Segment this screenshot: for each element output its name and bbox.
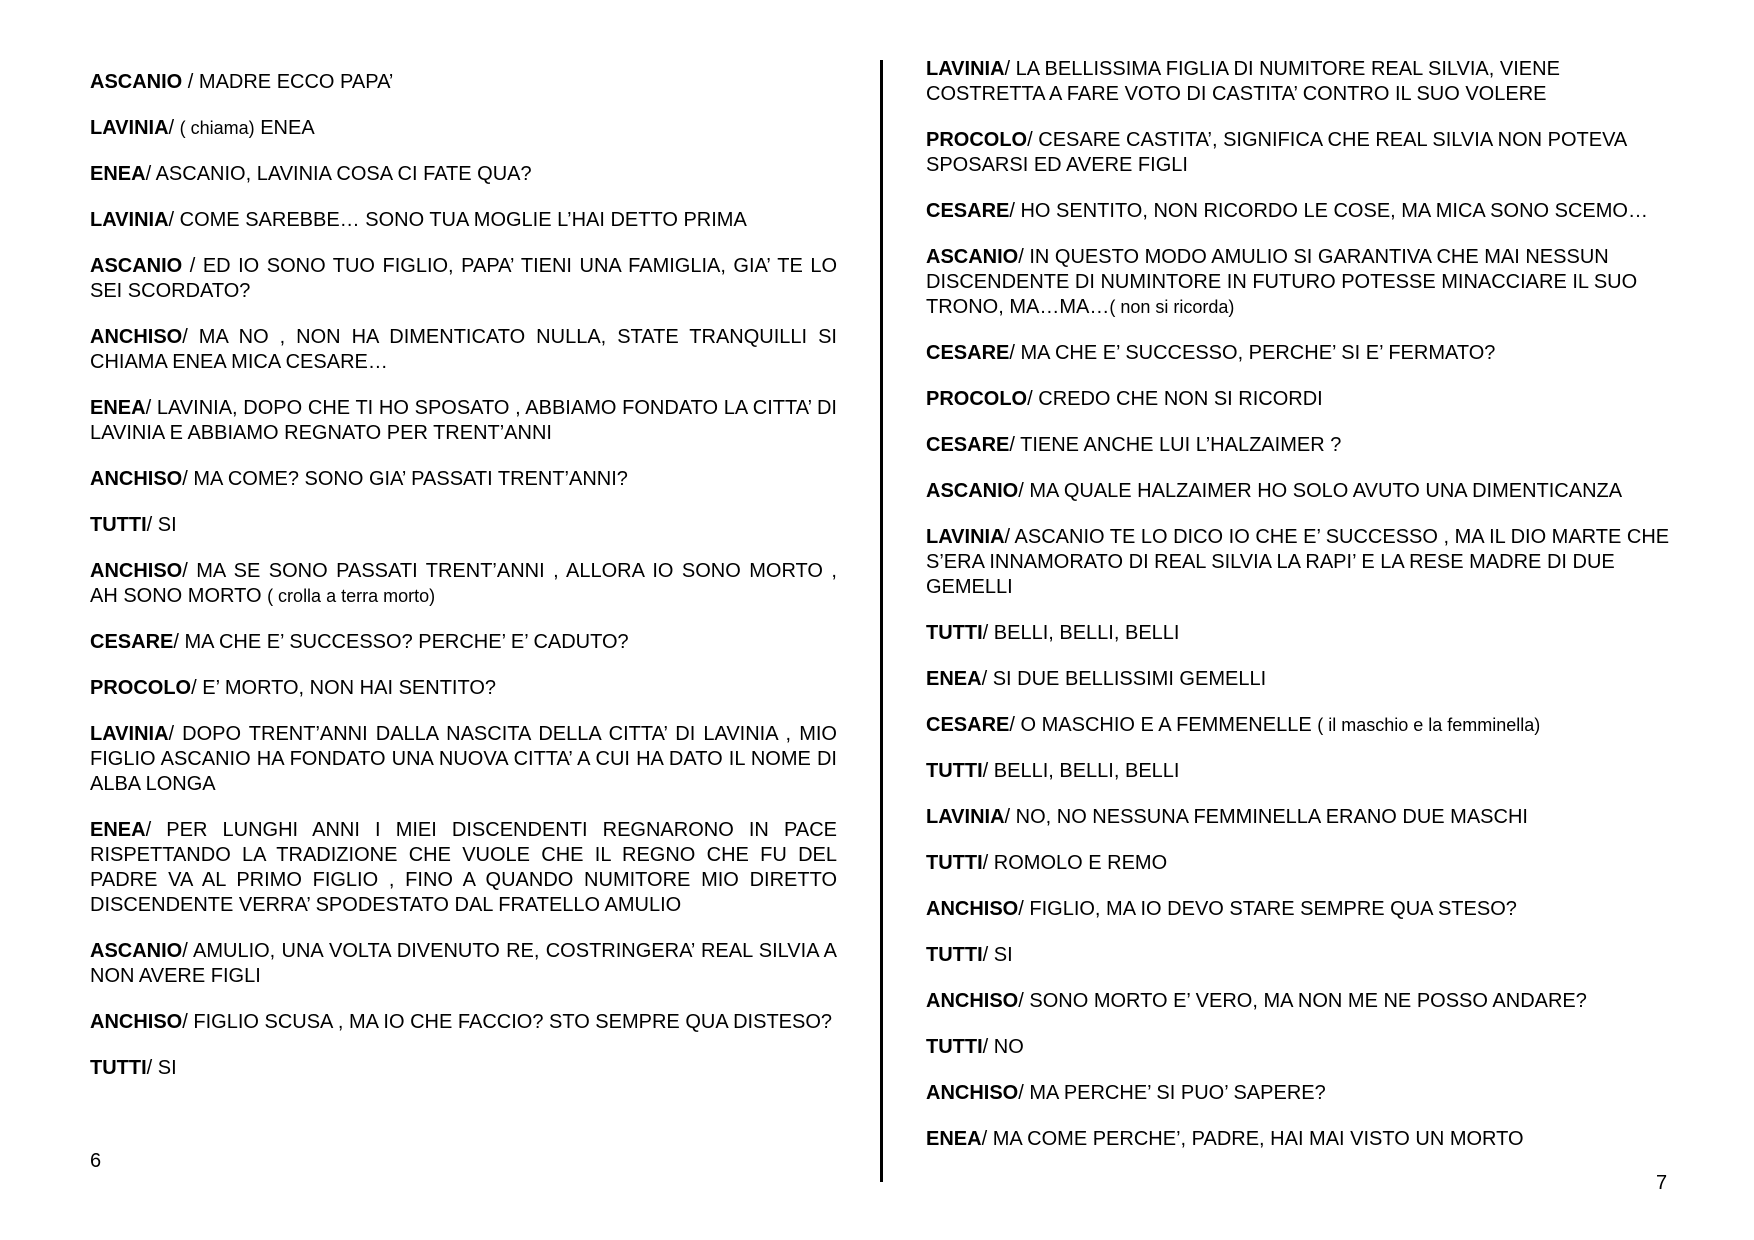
speaker-name: TUTTI — [926, 622, 983, 644]
dialogue-line — [90, 722, 837, 797]
speaker-separator: / — [982, 852, 994, 874]
stage-direction: ( non si ricorda) — [1109, 297, 1235, 317]
line-text: SI — [157, 1057, 177, 1079]
line-text: SI DUE BELLISSIMI GEMELLI — [992, 668, 1267, 690]
line-text: SI — [993, 944, 1013, 966]
speaker-name: ASCANIO — [90, 940, 183, 962]
dialogue-line — [926, 667, 1678, 692]
dialogue-line — [90, 254, 837, 304]
line-text: BELLI, BELLI, BELLI — [993, 622, 1180, 644]
line-text: ENEA — [254, 117, 315, 139]
dialogue-line — [926, 943, 1678, 968]
line-text: ASCANIO TE LO DICO IO CHE E’ SUCCESSO , MA IL DIO MARTE CHE S’ERA INNAMORATO DI REAL SILVIA LA RAPI’ E LA RESE MADRE DI DUE GEMELLI — [926, 526, 1670, 598]
speaker-name: ASCANIO — [90, 255, 183, 277]
speaker-name: TUTTI — [926, 1036, 983, 1058]
page-right — [877, 0, 1754, 1240]
speaker-name: ENEA — [926, 668, 982, 690]
speaker-separator: / — [1027, 388, 1039, 410]
speaker-separator: / — [145, 397, 157, 419]
speaker-separator: / — [982, 1036, 994, 1058]
line-text: MA CHE E’ SUCCESSO, PERCHE’ SI E’ FERMATO? — [1020, 342, 1496, 364]
stage-direction: ( il maschio e la femminella) — [1317, 715, 1541, 735]
speaker-separator: / — [182, 255, 203, 277]
line-text: TIENE ANCHE LUI L’HALZAIMER ? — [1020, 434, 1342, 456]
speaker-separator: / — [182, 326, 199, 348]
speaker-separator: / — [146, 514, 158, 536]
stage-direction: ( chiama) — [179, 118, 255, 138]
speaker-name: PROCOLO — [926, 129, 1028, 151]
line-text: FIGLIO, MA IO DEVO STARE SEMPRE QUA STESO? — [1029, 898, 1517, 920]
dialogue-line — [926, 525, 1678, 600]
dialogue-line — [90, 396, 837, 446]
dialogue-line — [90, 1010, 837, 1035]
speaker-name: LAVINIA — [90, 209, 169, 231]
line-text: O MASCHIO E A FEMMENELLE — [1020, 714, 1318, 736]
speaker-name: ANCHISO — [90, 560, 183, 582]
line-text: IN QUESTO MODO AMULIO SI GARANTIVA CHE MAI NESSUN DISCENDENTE DI NUMINTORE IN FUTURO POTESSE MINACCIARE IL SUO TRONO, MA…MA… — [926, 246, 1638, 318]
speaker-name: ASCANIO — [926, 246, 1019, 268]
line-text: COME SAREBBE… SONO TUA MOGLIE L’HAI DETTO PRIMA — [179, 209, 747, 231]
speaker-name: LAVINIA — [926, 806, 1005, 828]
speaker-name: CESARE — [926, 714, 1010, 736]
speaker-name: LAVINIA — [926, 526, 1005, 548]
line-text: HO SENTITO, NON RICORDO LE COSE, MA MICA SONO SCEMO… — [1020, 200, 1648, 222]
speaker-name: CESARE — [926, 434, 1010, 456]
speaker-name: CESARE — [926, 200, 1010, 222]
dialogue-line — [926, 479, 1678, 504]
line-text: MA COME PERCHE’, PADRE, HAI MAI VISTO UN MORTO — [992, 1128, 1524, 1150]
line-text: SONO MORTO E’ VERO, MA NON ME NE POSSO ANDARE? — [1029, 990, 1587, 1012]
line-text: DOPO TRENT’ANNI DALLA NASCITA DELLA CITTA’ DI LAVINIA , MIO FIGLIO ASCANIO HA FONDATO UNA NUOVA CITTA’ A CUI HA DATO IL NOME DI ALBA LONGA — [90, 723, 837, 795]
speaker-name: ENEA — [90, 397, 146, 419]
dialogue-column-left — [90, 70, 837, 1102]
speaker-name: CESARE — [926, 342, 1010, 364]
dialogue-line — [926, 989, 1678, 1014]
speaker-separator: / — [173, 631, 185, 653]
line-text: PER LUNGHI ANNI I MIEI DISCENDENTI REGNARONO IN PACE RISPETTANDO LA TRADIZIONE CHE VUOLE CHE IL REGNO CHE FU DEL PADRE VA AL PRIMO FIGLIO , FINO A QUANDO NUMITORE MIO DIRETTO DISCENDENTE VERRA’ SPODESTATO DAL FRATELLO AMULIO — [90, 819, 837, 916]
dialogue-line — [926, 1081, 1678, 1106]
line-text: LA BELLISSIMA FIGLIA DI NUMITORE REAL SILVIA, VIENE COSTRETTA A FARE VOTO DI CASTITA’ CONTRO IL SUO VOLERE — [926, 58, 1560, 105]
dialogue-line — [90, 818, 837, 918]
dialogue-line — [90, 325, 837, 375]
speaker-separator: / — [182, 468, 194, 490]
speaker-separator: / — [168, 723, 183, 745]
line-text: CESARE CASTITA’, SIGNIFICA CHE REAL SILVIA NON POTEVA SPOSARSI ED AVERE FIGLI — [926, 129, 1627, 176]
dialogue-line — [926, 851, 1678, 876]
speaker-separator: / — [168, 209, 180, 231]
speaker-name: ANCHISO — [926, 1082, 1019, 1104]
speaker-name: ANCHISO — [926, 990, 1019, 1012]
speaker-separator: / — [1004, 58, 1016, 80]
line-text: MA NO , NON HA DIMENTICATO NULLA, STATE TRANQUILLI SI CHIAMA ENEA MICA CESARE… — [90, 326, 837, 373]
dialogue-line — [90, 559, 837, 609]
speaker-name: TUTTI — [926, 760, 983, 782]
line-text: FIGLIO SCUSA , MA IO CHE FACCIO? STO SEMPRE QUA DISTESO? — [193, 1011, 833, 1033]
dialogue-line — [926, 621, 1678, 646]
speaker-separator: / — [1004, 526, 1015, 548]
line-text: NO, NO NESSUNA FEMMINELLA ERANO DUE MASCHI — [1015, 806, 1528, 828]
dialogue-line — [90, 208, 837, 233]
line-text: ED IO SONO TUO FIGLIO, PAPA’ TIENI UNA FAMIGLIA, GIA’ TE LO SEI SCORDATO? — [90, 255, 837, 302]
line-text: AMULIO, UNA VOLTA DIVENUTO RE, COSTRINGERA’ REAL SILVIA A NON AVERE FIGLI — [90, 940, 837, 987]
speaker-separator: / — [1018, 898, 1030, 920]
speaker-separator: / — [145, 163, 156, 185]
dialogue-line — [90, 70, 837, 95]
line-text: ROMOLO E REMO — [993, 852, 1168, 874]
dialogue-line — [926, 341, 1678, 366]
speaker-separator: / — [981, 668, 993, 690]
speaker-name: ANCHISO — [90, 326, 183, 348]
dialogue-line — [926, 1127, 1678, 1152]
speaker-name: TUTTI — [926, 852, 983, 874]
speaker-separator: / — [1004, 806, 1016, 828]
dialogue-line — [926, 57, 1678, 107]
dialogue-line — [926, 128, 1678, 178]
page-number-left: 6 — [90, 1150, 102, 1172]
speaker-name: ANCHISO — [90, 1011, 183, 1033]
speaker-separator: / — [1009, 200, 1021, 222]
dialogue-line — [926, 897, 1678, 922]
dialogue-line — [926, 805, 1678, 830]
speaker-separator: / — [168, 117, 180, 139]
dialogue-line — [90, 116, 837, 141]
line-text: MA CHE E’ SUCCESSO? PERCHE’ E’ CADUTO? — [184, 631, 629, 653]
speaker-name: ASCANIO — [90, 71, 183, 93]
speaker-name: ENEA — [90, 163, 146, 185]
speaker-separator: / — [191, 677, 203, 699]
dialogue-line — [926, 387, 1678, 412]
line-text: MA SE SONO PASSATI TRENT’ANNI , ALLORA IO SONO MORTO , AH SONO MORTO — [90, 560, 837, 607]
line-text: MADRE ECCO PAPA’ — [198, 71, 394, 93]
dialogue-line — [90, 162, 837, 187]
speaker-separator: / — [1018, 246, 1030, 268]
speaker-separator: / — [146, 1057, 158, 1079]
dialogue-line — [926, 759, 1678, 784]
dialogue-line — [926, 199, 1678, 224]
line-text: LAVINIA, DOPO CHE TI HO SPOSATO , ABBIAMO FONDATO LA CITTA’ DI LAVINIA E ABBIAMO REGNATO PER TRENT’ANNI — [90, 397, 837, 444]
dialogue-line — [926, 1035, 1678, 1060]
dialogue-line — [90, 467, 837, 492]
dialogue-line — [926, 713, 1678, 738]
speaker-separator: / — [1009, 342, 1021, 364]
speaker-separator: / — [982, 622, 994, 644]
speaker-separator: / — [981, 1128, 993, 1150]
line-text: SI — [157, 514, 177, 536]
speaker-name: PROCOLO — [926, 388, 1028, 410]
speaker-separator: / — [982, 760, 994, 782]
page-number-right: 7 — [1656, 1172, 1668, 1194]
line-text: BELLI, BELLI, BELLI — [993, 760, 1180, 782]
speaker-name: TUTTI — [926, 944, 983, 966]
dialogue-column-right — [926, 57, 1678, 1173]
speaker-name: LAVINIA — [926, 58, 1005, 80]
speaker-separator: / — [1018, 990, 1030, 1012]
dialogue-line — [90, 1056, 837, 1081]
speaker-name: ENEA — [926, 1128, 982, 1150]
speaker-separator: / — [1018, 480, 1030, 502]
stage-direction: ( crolla a terra morto) — [267, 586, 436, 606]
speaker-separator: / — [982, 944, 994, 966]
dialogue-line — [926, 245, 1678, 320]
dialogue-line — [90, 513, 837, 538]
speaker-separator: / — [182, 560, 197, 582]
speaker-name: TUTTI — [90, 514, 147, 536]
line-text: MA COME? SONO GIA’ PASSATI TRENT’ANNI? — [193, 468, 628, 490]
speaker-separator: / — [1027, 129, 1039, 151]
speaker-name: ENEA — [90, 819, 146, 841]
speaker-separator: / — [1018, 1082, 1030, 1104]
dialogue-line — [90, 630, 837, 655]
line-text: E’ MORTO, NON HAI SENTITO? — [202, 677, 496, 699]
dialogue-line — [90, 939, 837, 989]
speaker-separator: / — [182, 1011, 194, 1033]
speaker-name: PROCOLO — [90, 677, 192, 699]
line-text: ASCANIO, LAVINIA COSA CI FATE QUA? — [155, 163, 532, 185]
line-text: MA QUALE HALZAIMER HO SOLO AVUTO UNA DIMENTICANZA — [1029, 480, 1623, 502]
line-text: NO — [993, 1036, 1024, 1058]
dialogue-line — [90, 676, 837, 701]
line-text: CREDO CHE NON SI RICORDI — [1038, 388, 1323, 410]
line-text: MA PERCHE’ SI PUO’ SAPERE? — [1029, 1082, 1326, 1104]
speaker-name: LAVINIA — [90, 117, 169, 139]
speaker-separator: / — [1009, 434, 1021, 456]
speaker-name: ANCHISO — [926, 898, 1019, 920]
speaker-name: ASCANIO — [926, 480, 1019, 502]
speaker-name: LAVINIA — [90, 723, 169, 745]
speaker-name: CESARE — [90, 631, 174, 653]
speaker-name: TUTTI — [90, 1057, 147, 1079]
speaker-separator: / — [1009, 714, 1021, 736]
speaker-separator: / — [182, 940, 193, 962]
speaker-name: ANCHISO — [90, 468, 183, 490]
speaker-separator: / — [145, 819, 167, 841]
dialogue-line — [926, 433, 1678, 458]
speaker-separator: / — [182, 71, 199, 93]
